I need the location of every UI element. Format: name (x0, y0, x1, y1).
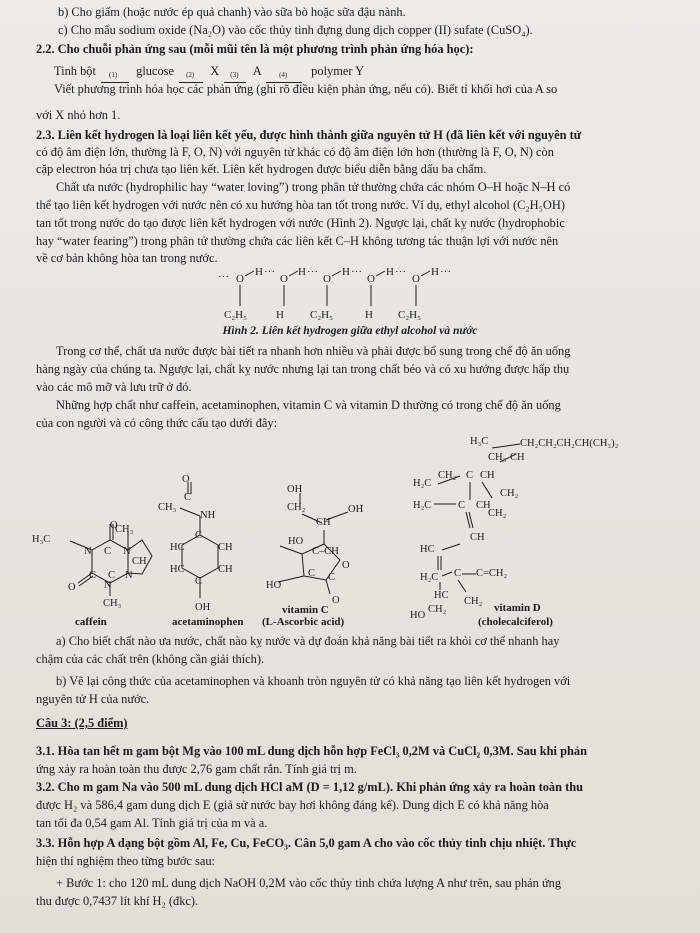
svg-text:H₃C: H₃C (470, 436, 489, 447)
svg-text:HC: HC (434, 590, 449, 601)
question-a: a) Cho biết chất nào ưa nước, chất nào kỵ nước và dự đoán khả năng bài tiết ra khỏi cơ thể nhanh hay (56, 634, 560, 648)
text-line: hàng ngày của chúng ta. Ngược lại, chất kỵ nước nhưng lại tan trong chất béo và có xu hướng được hấp thụ (36, 362, 570, 376)
text-line: có độ âm điện lớn, thường là F, O, N) với nguyên tử khác có độ âm điện lớn hơn (thường là F, O, N) còn (36, 145, 554, 159)
text-line: hay “water fearing”) trong phân tử thường chứa các liên kết C–H không tương tác thuận lợi với nước nên (36, 234, 559, 248)
svg-text:CH₂: CH₂ (488, 508, 507, 519)
svg-text:CH₂: CH₂ (428, 604, 447, 615)
text-line: Trong cơ thể, chất ưa nước được bài tiết ra nhanh hơn nhiều và phải được bổ sung trong chế độ ăn uống (56, 344, 571, 358)
question-a: chậm của các chất trên (không cần giải thích). (36, 652, 265, 666)
svg-text:H₃C: H₃C (32, 534, 51, 545)
svg-text:HO: HO (266, 580, 282, 591)
text-line: vào các mô mỡ và lưu trữ ở đó. (36, 380, 192, 394)
label-vitamin-c-sub: (L-Ascorbic acid) (262, 616, 345, 628)
section-heading: 2.2. Cho chuỗi phản ứng sau (mỗi mũi tên là một phương trình phản ứng hóa học): (36, 42, 474, 56)
text-line: tan tốt trong nước do tạo được liên kết hydrogen với nước (Hình 2). Ngược lại, chất kỵ nước (hydrophobic (36, 216, 565, 230)
atom-h: H (255, 266, 263, 278)
text-line: với X nhỏ hơn 1. (36, 108, 121, 122)
svg-text:C=CH₂: C=CH₂ (476, 568, 508, 579)
svg-text:CH: CH (480, 470, 495, 481)
chemical-structures (30, 428, 680, 628)
svg-text:C: C (108, 570, 116, 581)
ethyl-group: C₂H₅ (224, 309, 247, 321)
text-line: Viết phương trình hóa học các phản ứng (ghi rõ điều kiện phản ứng, nếu có). Biết tỉ khối hơi của A so (54, 82, 558, 96)
problem-3-2: 3.2. Cho m gam Na vào 500 mL dung dịch HCl aM (D = 1,12 g/mL). Khi phản ứng xảy ra hoàn toàn thu (36, 780, 584, 794)
atom-h: H (365, 309, 373, 321)
text-line: về cơ bản không hòa tan trong nước. (36, 251, 218, 265)
svg-text:CH: CH (218, 564, 233, 575)
svg-text:CH₂: CH₂ (500, 488, 519, 499)
svg-text:O: O (182, 474, 190, 485)
svg-text:OH: OH (195, 602, 211, 613)
atom-o: O (280, 273, 288, 285)
atom-h: H (276, 309, 284, 321)
text-line: c) Cho mẩu sodium oxide (Na₂O) vào cốc thủy tinh đựng dung dịch copper (II) sufate (CuSO₄). (58, 23, 533, 37)
scheme-glucose: glucose (136, 64, 174, 78)
problem-3-1: ứng xảy ra hoàn toàn thu được 2,76 gam chất rắn. Tính giá trị m. (36, 762, 357, 776)
text-line: 2.3. Liên kết hydrogen là loại liên kết yếu, được hình thành giữa nguyên tử H (đã liên kết với nguyên tử (36, 128, 582, 142)
svg-text:C: C (458, 500, 466, 511)
svg-text:CH₃: CH₃ (115, 524, 134, 535)
svg-text:HO: HO (410, 610, 426, 621)
text-line: Những hợp chất như caffein, acetaminophen, vitamin C và vitamin D thường có trong chế độ ăn uống (56, 398, 561, 412)
svg-text:OH: OH (287, 484, 303, 495)
text-line: của con người và có công thức cấu tạo dưới đây: (36, 416, 278, 430)
svg-text:O: O (68, 582, 76, 593)
scheme-end: polymer Y (311, 64, 365, 78)
ethyl-group: C₂H₅ (310, 309, 333, 321)
svg-text:CH: CH (218, 542, 233, 553)
problem-3-3: 3.3. Hỗn hợp A dạng bột gồm Al, Fe, Cu, FeCO₃. Cân 5,0 gam A cho vào cốc thủy tinh chịu nhiệt. Thực (36, 836, 577, 850)
svg-text:C: C (195, 576, 203, 587)
svg-text:C: C (308, 568, 316, 579)
svg-text:OH: OH (348, 504, 364, 515)
problem-3-3: thu được 0,7437 lít khí H₂ (đkc). (36, 894, 199, 908)
problem-3-2: tan tối đa 0,54 gam Al. Tính giá trị của m và a. (36, 816, 268, 830)
svg-text:CH: CH (132, 556, 147, 567)
svg-text:CH₃: CH₃ (103, 598, 122, 609)
svg-text:N: N (123, 546, 131, 557)
text-line: Chất ưa nước (hydrophilic hay “water loving”) trong phân tử thường chứa các nhóm O–H hoặc N–H có (56, 180, 571, 194)
svg-text:CH₂CH₂CH₂CH(CH₃)₂: CH₂CH₂CH₂CH(CH₃)₂ (520, 438, 619, 449)
label-vitamin-c: vitamin C (282, 604, 329, 616)
svg-text:C: C (184, 492, 192, 503)
question-b: nguyên tử H của nước. (36, 692, 150, 706)
scheme-start: Tinh bột (54, 64, 96, 78)
svg-text:HC: HC (170, 542, 185, 553)
svg-text:C–CH: C–CH (312, 546, 339, 557)
svg-text:O: O (342, 560, 350, 571)
problem-3-1: 3.1. Hòa tan hết m gam bột Mg vào 100 mL dung dịch hỗn hợp FeCl₃ 0,2M và CuCl₂ 0,3M. Sau khi phản (36, 744, 587, 758)
scheme-a: A (252, 64, 261, 78)
svg-text:···: ··· (264, 266, 275, 278)
svg-text:CH₂: CH₂ (438, 470, 457, 481)
svg-text:C: C (195, 530, 203, 541)
svg-text:···: ··· (395, 266, 406, 278)
atom-h: H (386, 266, 394, 278)
svg-text:C: C (328, 572, 336, 583)
atom-o: O (367, 273, 375, 285)
cau3-heading: Câu 3: (2,5 điểm) (36, 716, 128, 730)
figure-caption: Hình 2. Liên kết hydrogen giữa ethyl alcohol và nước (222, 325, 478, 337)
svg-text:HC: HC (170, 564, 185, 575)
svg-text:N: N (84, 546, 92, 557)
scheme-x: X (210, 64, 220, 78)
svg-text:···: ··· (440, 266, 451, 278)
reaction-scheme: Tinh bột (1) glucose (2) X (3) A (4) polymer Y (54, 64, 364, 79)
svg-text:C: C (104, 546, 112, 557)
svg-text:HO: HO (288, 536, 304, 547)
atom-h: H (298, 266, 306, 278)
label-vitamin-d: vitamin D (494, 602, 541, 614)
svg-text:CH₃: CH₃ (158, 502, 177, 513)
svg-text:NH: NH (200, 510, 216, 521)
atom-h: H (342, 266, 350, 278)
ethyl-group: C₂H₅ (398, 309, 421, 321)
label-vitamin-d-sub: (cholecalciferol) (478, 616, 553, 628)
svg-text:H₂C: H₂C (413, 500, 432, 511)
figure-2-hydrogen-bonds (210, 262, 470, 324)
svg-text:CH₂: CH₂ (464, 596, 483, 607)
svg-text:···: ··· (307, 266, 318, 278)
svg-text:CH₃: CH₃ (488, 452, 507, 463)
svg-text:H₂C: H₂C (413, 478, 432, 489)
svg-text:CH: CH (470, 532, 485, 543)
label-caffein: caffein (75, 616, 107, 628)
svg-text:CH: CH (316, 517, 331, 528)
svg-text:C: C (89, 570, 97, 581)
atom-h: H (431, 266, 439, 278)
svg-text:O: O (332, 595, 340, 606)
text-line: cặp electron hóa trị chưa tạo liên kết. Liên kết hydrogen được biểu diễn bằng dấu ba chấm. (36, 162, 487, 176)
atom-o: O (236, 273, 244, 285)
svg-text:C: C (454, 568, 462, 579)
svg-text:CH: CH (510, 452, 525, 463)
svg-text:CH₂: CH₂ (287, 502, 306, 513)
svg-text:N: N (104, 580, 112, 591)
text-line: b) Cho giấm (hoặc nước ép quả chanh) vào sữa bò hoặc sữa đậu nành. (58, 5, 406, 19)
svg-text:H₂C: H₂C (420, 572, 439, 583)
svg-text:C: C (466, 470, 474, 481)
problem-3-3: hiện thí nghiệm theo từng bước sau: (36, 854, 215, 868)
svg-text:CH: CH (476, 500, 491, 511)
svg-text:O: O (110, 520, 118, 531)
label-acetaminophen: acetaminophen (172, 616, 244, 628)
svg-text:HC: HC (420, 544, 435, 555)
problem-3-3: + Bước 1: cho 120 mL dung dịch NaOH 0,2M vào cốc thủy tinh chứa lượng A như trên, sau phản ứng (56, 876, 562, 890)
text-line: thể tạo liên kết hydrogen với nước nên có xu hướng hòa tan tốt trong nước. Ví dụ, ethyl alcohol (C₂H₅OH) (36, 198, 565, 212)
atom-o: O (323, 273, 331, 285)
svg-text:N: N (125, 570, 133, 581)
problem-3-2: được H₂ và 586,4 gam dung dịch E (giả sử nước bay hơi không đáng kể). Dung dịch E có khả năng hòa (36, 798, 549, 812)
question-b: b) Vẽ lại công thức của acetaminophen và khoanh tròn nguyên tử có khả năng tạo liên kết hydrogen với (56, 674, 571, 688)
dots: ··· (218, 271, 229, 283)
svg-text:···: ··· (351, 266, 362, 278)
atom-o: O (412, 273, 420, 285)
